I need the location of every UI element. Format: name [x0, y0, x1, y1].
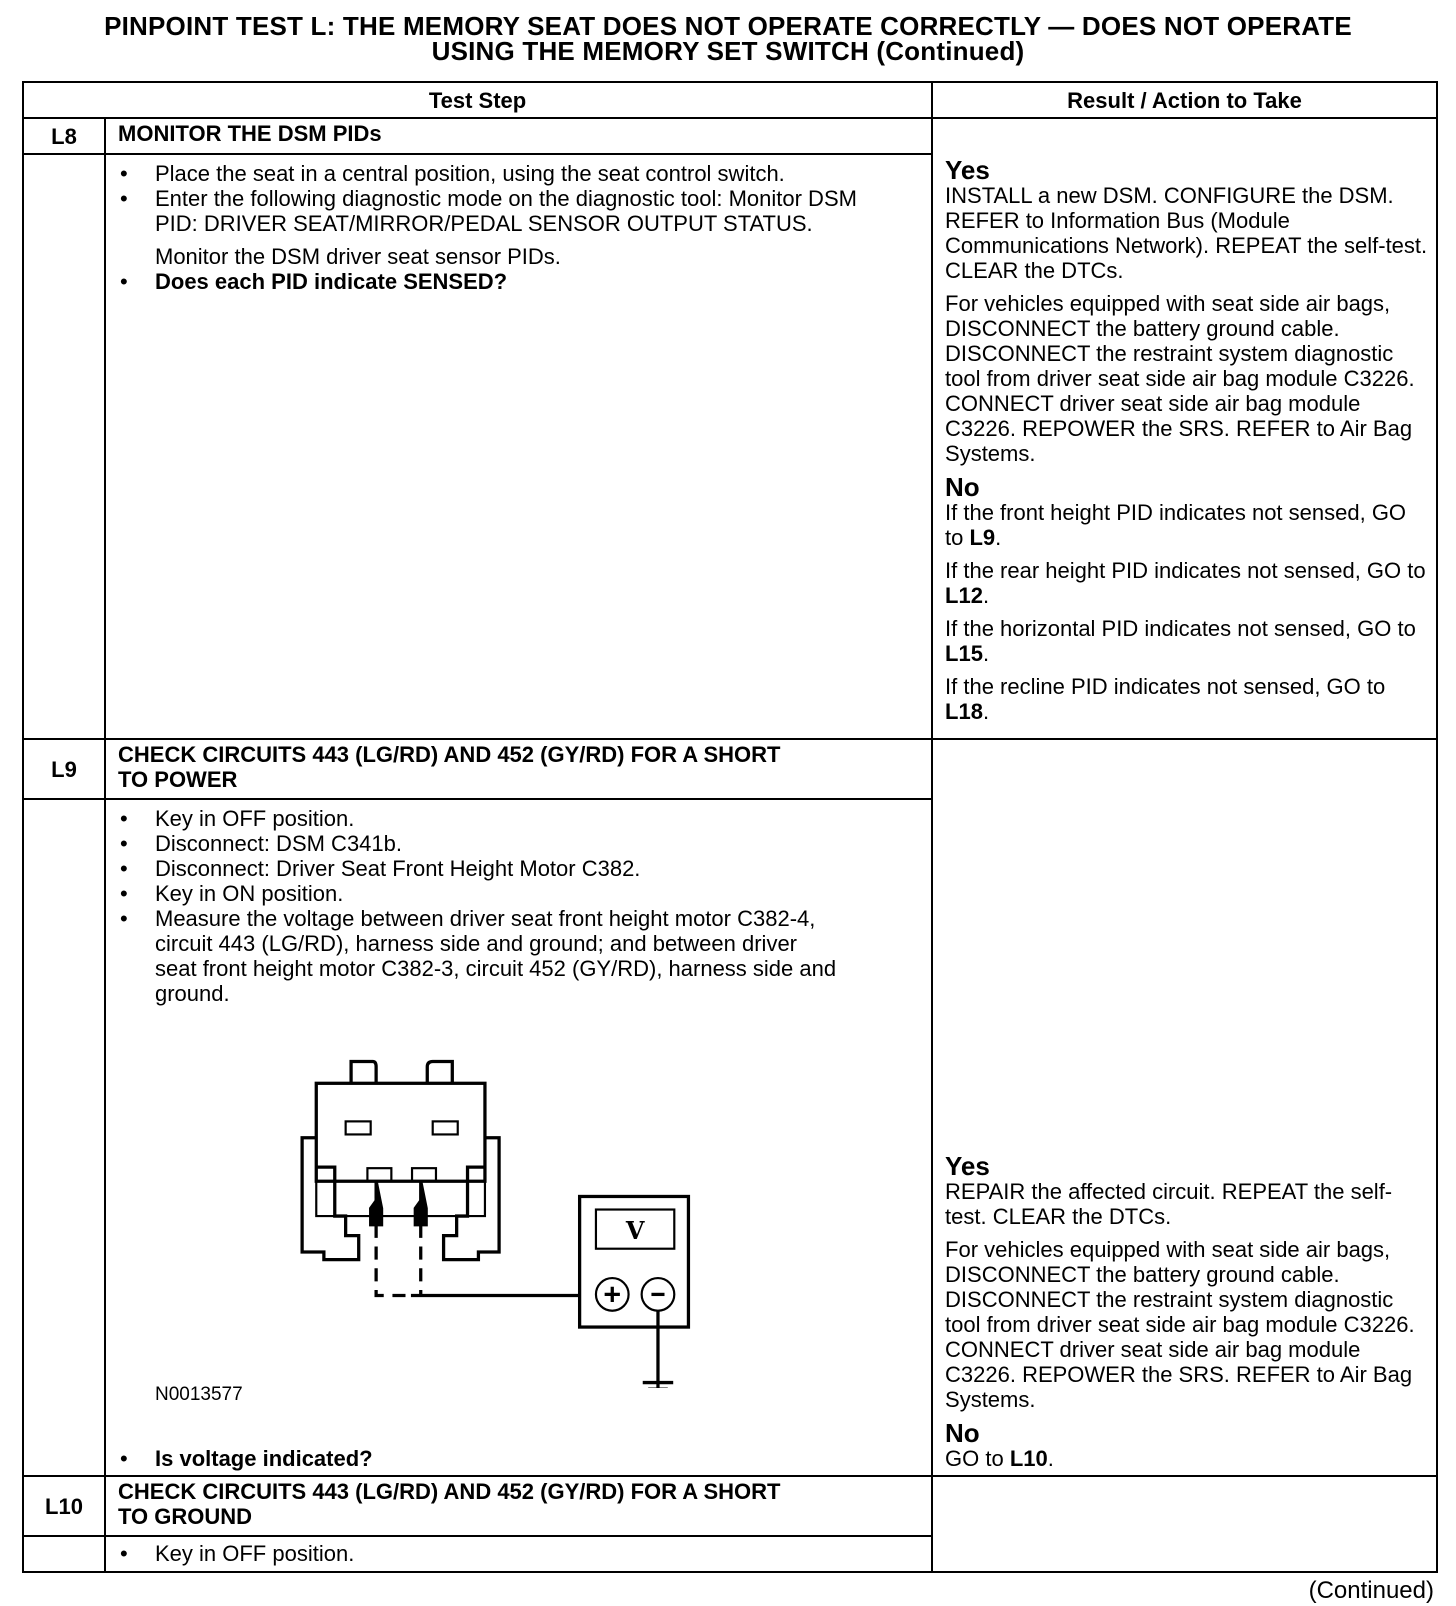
page-title — [0, 11, 1456, 66]
bullet-icon: • — [120, 269, 128, 294]
bullet-icon: • — [120, 1446, 128, 1471]
instruction-text: Place the seat in a central position, using the seat control switch. — [155, 161, 785, 186]
yes-action: For vehicles equipped with seat side air bags, DISCONNECT the battery ground cable. DISCONNECT the restraint system diagnostic tool from driver seat side air bag module C3226. CONNECT driver seat side air bag module C3226. REPOWER the SRS. REFER to Air Bag Systems. — [945, 291, 1415, 466]
connector-icon — [302, 1062, 499, 1260]
instruction-item — [118, 881, 841, 906]
step-number-spacer — [23, 799, 105, 1476]
question-text: Is voltage indicated? — [155, 1446, 373, 1471]
step-l10-header-row — [23, 1476, 1437, 1536]
step-number: L8 — [23, 118, 105, 154]
probe-icons — [371, 1181, 580, 1295]
step-instructions — [105, 154, 932, 739]
step-l9-result — [932, 739, 1437, 1476]
no-action-text: If the rear height PID indicates not sensed, GO to — [945, 558, 1426, 583]
bullet-icon: • — [120, 881, 128, 906]
instruction-text: Disconnect: DSM C341b. — [155, 831, 402, 856]
bullet-icon: • — [120, 186, 128, 211]
column-header-test-step: Test Step — [23, 82, 932, 118]
step-l8-header-row — [23, 118, 1437, 154]
instruction-item — [118, 806, 841, 831]
no-action: If the front height PID indicates not sensed, GO to L9. — [945, 500, 1407, 550]
step-number-spacer — [23, 154, 105, 739]
yes-action: REPAIR the affected circuit. REPEAT the self-test. CLEAR the DTCs. — [945, 1179, 1393, 1229]
step-reference-link[interactable]: L10 — [1009, 1446, 1048, 1471]
instruction-note: Monitor the DSM driver seat sensor PIDs. — [155, 244, 561, 269]
connector-diagram-svg — [288, 1018, 708, 1388]
continued-label: (Continued) — [1308, 1577, 1434, 1604]
step-l10-result — [932, 1476, 1437, 1572]
voltmeter-icon — [580, 1196, 689, 1388]
no-action-text: GO to — [945, 1446, 1010, 1471]
step-heading: MONITOR THE DSM PIDs — [105, 118, 932, 154]
step-number: L9 — [23, 739, 105, 799]
instruction-text: Key in OFF position. — [155, 806, 355, 831]
instruction-item — [118, 161, 871, 186]
step-heading: CHECK CIRCUITS 443 (LG/RD) AND 452 (GY/RD) FOR A SHORT TO GROUND — [105, 1476, 932, 1536]
no-label: No — [945, 472, 980, 502]
step-number-spacer — [23, 1536, 105, 1572]
step-l9-header-row — [23, 739, 1437, 799]
bullet-icon: • — [120, 806, 128, 831]
no-action: If the rear height PID indicates not sensed, GO to L12. — [945, 558, 1426, 608]
instruction-item — [118, 831, 841, 856]
instruction-item — [118, 906, 841, 1006]
figure-id: N0013577 — [155, 1384, 243, 1405]
pinpoint-test-table — [22, 81, 1438, 1573]
instruction-text: Disconnect: Driver Seat Front Height Motor C382. — [155, 856, 641, 881]
instruction-text: Key in OFF position. — [155, 1541, 355, 1566]
bullet-icon: • — [120, 856, 128, 881]
yes-action: For vehicles equipped with seat side air bags, DISCONNECT the battery ground cable. DISCONNECT the restraint system diagnostic tool from driver seat side air bag module C3226. CONNECT driver seat side air bag module C3226. REPOWER the SRS. REFER to Air Bag Systems. — [945, 1237, 1415, 1412]
title-line-1: PINPOINT TEST L: THE MEMORY SEAT DOES NOT OPERATE CORRECTLY — DOES NOT OPERATE — [104, 11, 1352, 41]
step-number: L10 — [23, 1476, 105, 1536]
step-l8-result — [932, 118, 1437, 739]
question-item — [118, 1446, 841, 1471]
no-action: If the horizontal PID indicates not sensed, GO to L15. — [945, 616, 1416, 666]
no-action-text: If the horizontal PID indicates not sensed, GO to — [945, 616, 1416, 641]
no-action-text: If the recline PID indicates not sensed, GO to — [945, 674, 1386, 699]
step-reference-link[interactable]: L12 — [945, 583, 983, 608]
instruction-item — [118, 186, 871, 236]
connector-voltage-diagram — [118, 1006, 841, 1446]
voltmeter-label: V — [625, 1216, 645, 1245]
instruction-item — [118, 856, 841, 881]
yes-label: Yes — [945, 1151, 990, 1181]
question-text: Does each PID indicate SENSED? — [155, 269, 508, 294]
step-instructions — [105, 799, 932, 1476]
instruction-text: Measure the voltage between driver seat front height motor C382-4, circuit 443 (LG/RD), harness side and ground; and between driver seat front height motor C382-3, circuit 452 (GY/RD), harness side and ground. — [155, 906, 837, 1006]
table-header-row — [23, 82, 1437, 118]
bullet-icon: • — [120, 161, 128, 186]
no-action: GO to L10. — [945, 1446, 1054, 1471]
step-reference-link[interactable]: L15 — [945, 641, 983, 666]
no-action-text: If the front height PID indicates not sensed, GO to — [945, 500, 1407, 550]
bullet-icon: • — [120, 906, 128, 931]
column-header-result: Result / Action to Take — [932, 82, 1437, 118]
bullet-icon: • — [120, 831, 128, 856]
yes-action: INSTALL a new DSM. CONFIGURE the DSM. REFER to Information Bus (Module Communications Network). REPEAT the self-test. CLEAR the DTCs. — [945, 183, 1428, 283]
step-instructions — [105, 1536, 932, 1572]
question-item — [118, 269, 871, 294]
step-reference-link[interactable]: L9 — [969, 525, 996, 550]
title-line-2: USING THE MEMORY SET SWITCH (Continued) — [431, 36, 1025, 66]
bullet-icon: • — [120, 1541, 128, 1566]
instruction-text: Key in ON position. — [155, 881, 344, 906]
yes-label: Yes — [945, 155, 990, 185]
step-heading: CHECK CIRCUITS 443 (LG/RD) AND 452 (GY/RD) FOR A SHORT TO POWER — [105, 739, 932, 799]
no-action: If the recline PID indicates not sensed, GO to L18. — [945, 674, 1386, 724]
instruction-item — [118, 1541, 919, 1566]
step-reference-link[interactable]: L18 — [945, 699, 983, 724]
instruction-text: Enter the following diagnostic mode on the diagnostic tool: Monitor DSM PID: DRIVER SEAT/MIRROR/PEDAL SENSOR OUTPUT STATUS. — [155, 186, 857, 236]
no-label: No — [945, 1418, 980, 1448]
